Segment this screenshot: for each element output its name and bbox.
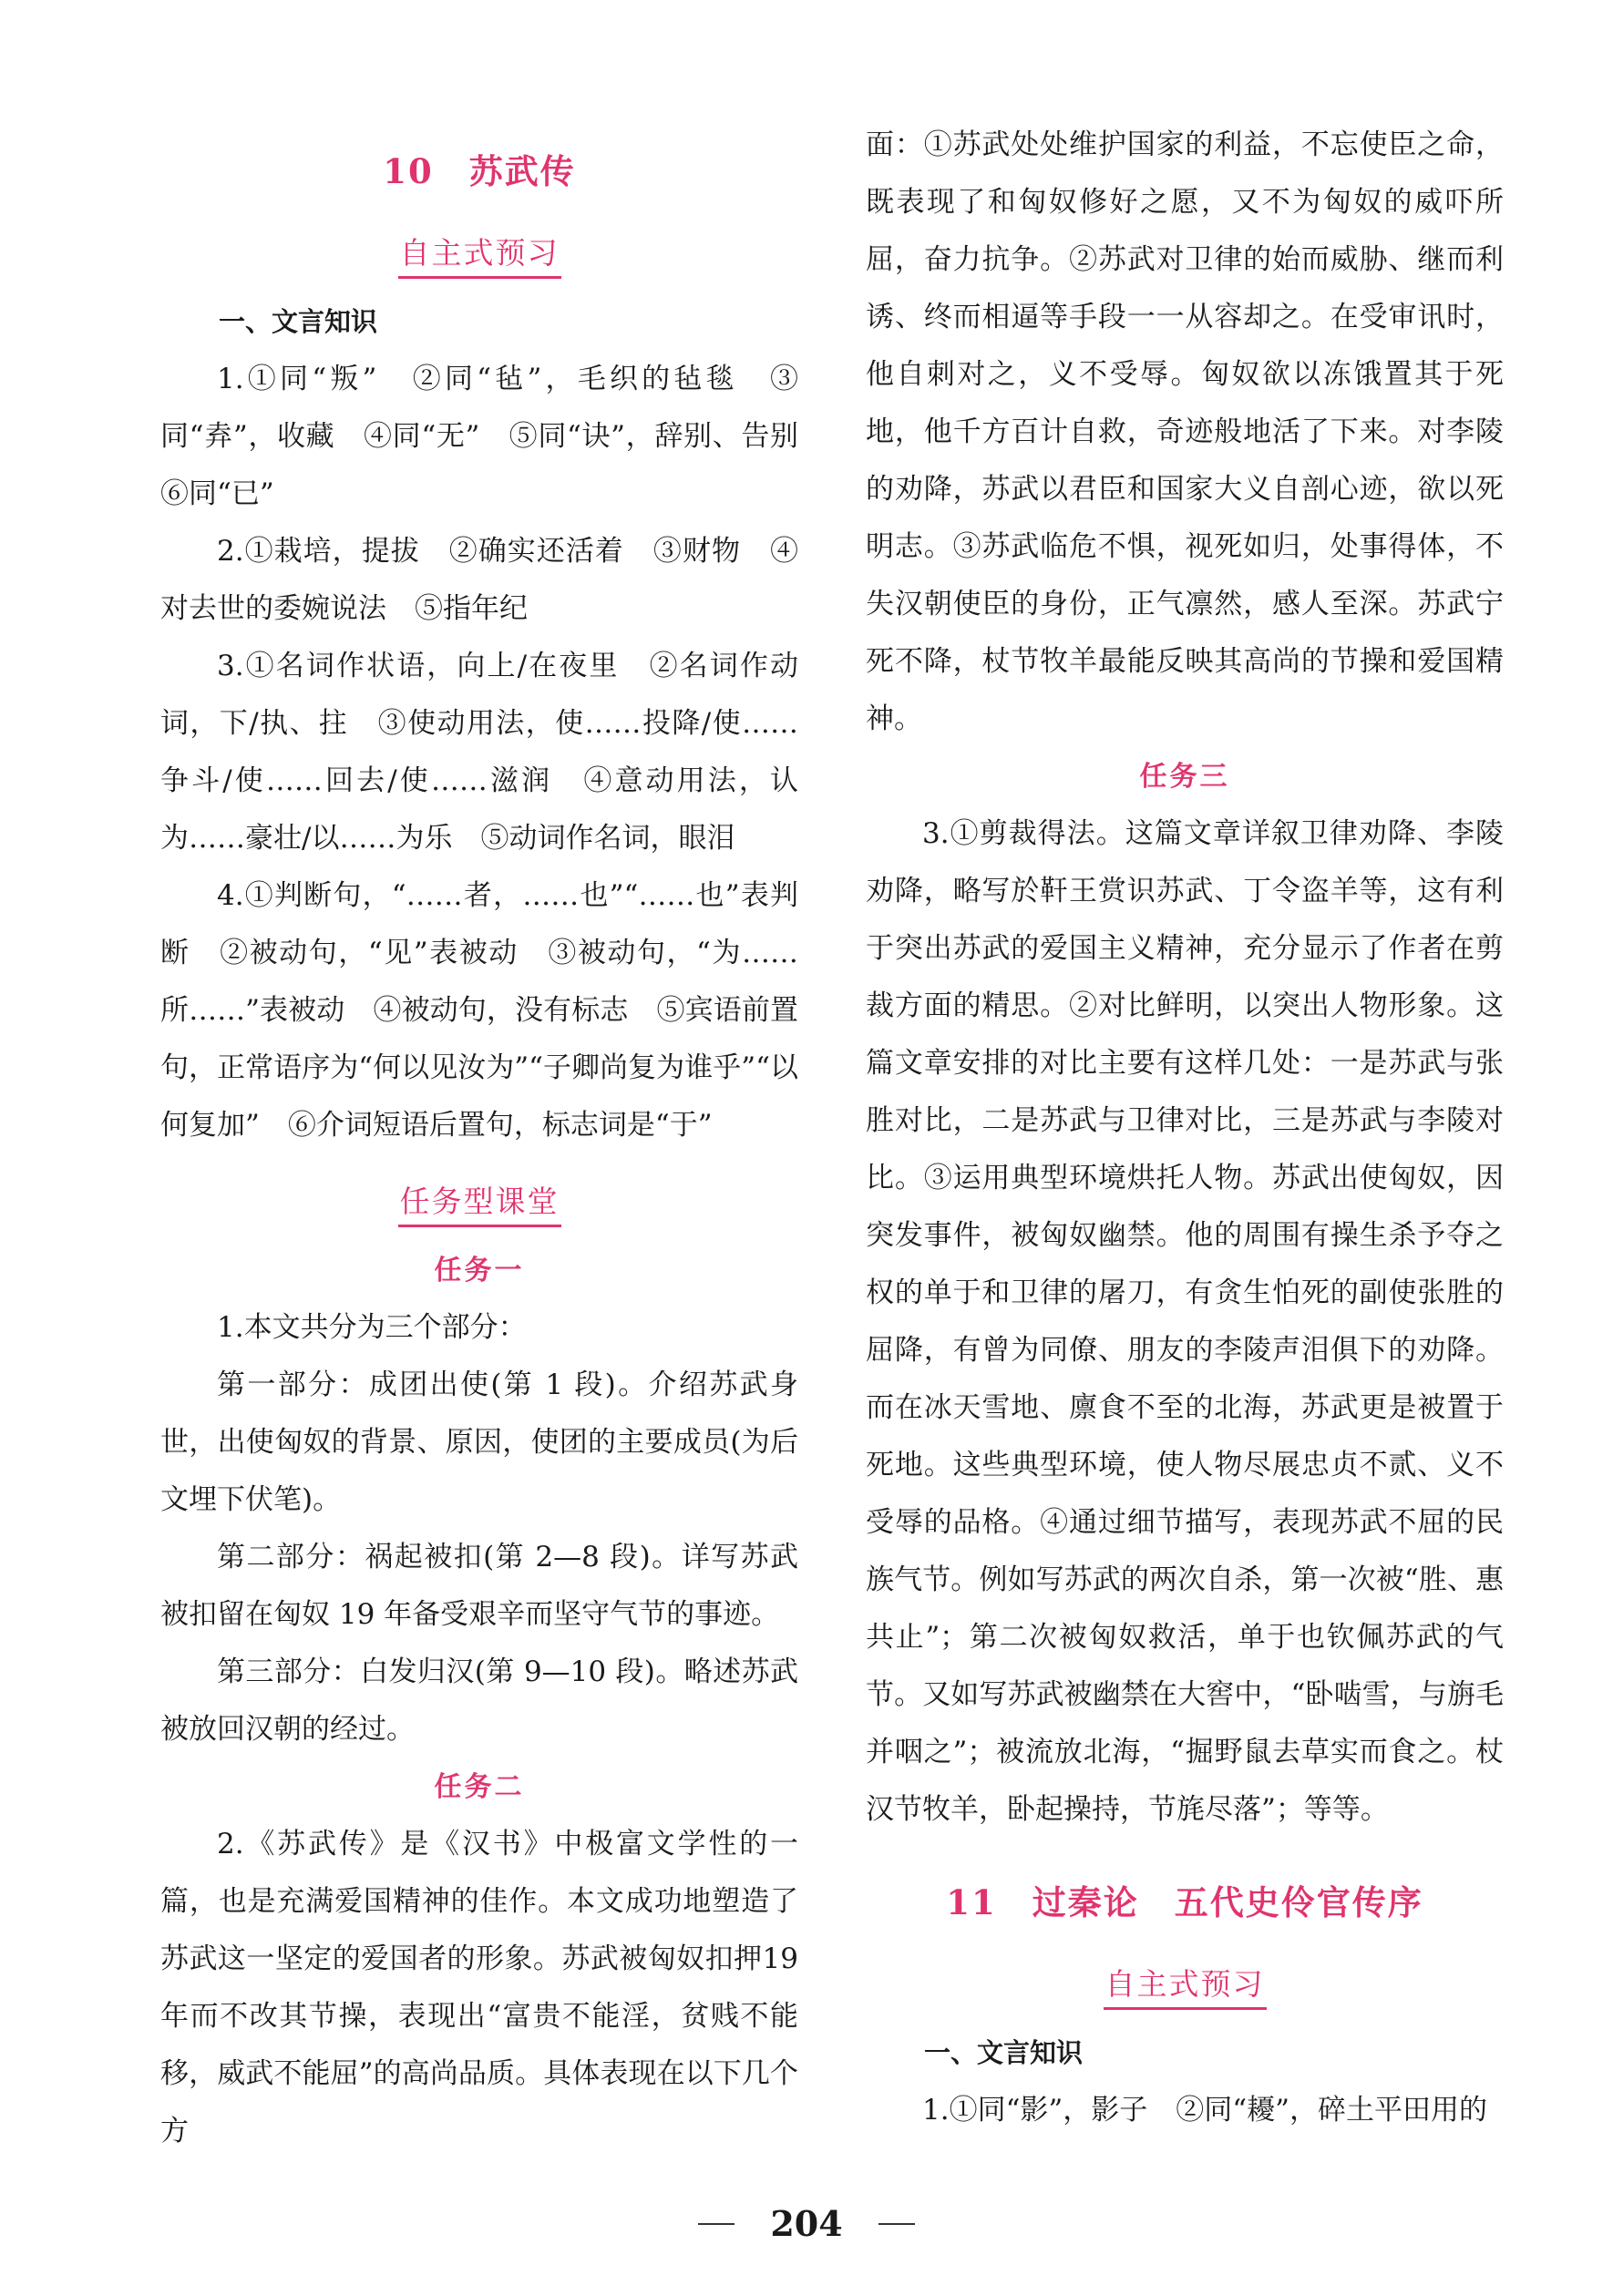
- answer-paragraph: 1.本文共分为三个部分：: [217, 1311, 527, 1344]
- task-heading: 任务三: [1139, 761, 1230, 793]
- answer-paragraph: 4.①判断句，“……者，……也”“……也”表判断 ②被动句，“见”表被动 ③被动句，“为……所……”表被动 ④被动句，没有标志 ⑤宾语前置句，正常语序为“何以见汝为”“子卿尚复为谁乎”“以何复加” ⑥介词短语后置句，标志词是“于”: [160, 879, 798, 1142]
- page-footer: [0, 2203, 1613, 2244]
- answer-paragraph: 2.①栽培，提拔 ②确实还活着 ③财物 ④对去世的委婉说法 ⑤指年纪: [160, 535, 798, 625]
- left-column: [160, 117, 827, 2160]
- task-heading: 任务二: [434, 1771, 525, 1803]
- section-heading: [160, 1178, 798, 1227]
- lesson-title: 11 过秦论 五代史伶官传序: [946, 1882, 1423, 1922]
- section-heading-label: 自主式预习: [1104, 1961, 1267, 2010]
- footer-rule: [878, 2223, 915, 2225]
- task-heading: 任务一: [434, 1255, 525, 1286]
- section-heading: [160, 230, 798, 279]
- subheading: 一、文言知识: [924, 2037, 1084, 2068]
- page-number: 204: [770, 2203, 843, 2244]
- lesson-title: 10 苏武传: [383, 151, 576, 191]
- subheading: 一、文言知识: [219, 306, 378, 337]
- answer-paragraph: 第二部分：祸起被扣(第 2—8 段)。详写苏武被扣留在匈奴 19 年备受艰辛而坚守气节的事迹。: [160, 1541, 798, 1631]
- answer-paragraph: 2.《苏武传》是《汉书》中极富文学性的一篇，也是充满爱国精神的佳作。本文成功地塑造了苏武这一坚定的爱国者的形象。苏武被匈奴扣押19 年而不改其节操，表现出“富贵不能淫，贫贱不能移，威武不能屈”的高尚品质。具体表现在以下几个方: [160, 1828, 798, 2147]
- section-heading-label: 任务型课堂: [398, 1178, 561, 1227]
- answer-paragraph: 3.①名词作状语，向上/在夜里 ②名词作动词，下/执、拄 ③使动用法，使……投降/使……争斗/使……回去/使……滋润 ④意动用法，认为……豪壮/以……为乐 ⑤动词作名词，眼泪: [160, 650, 798, 855]
- footer-rule: [698, 2223, 735, 2225]
- answer-paragraph: 1.①同“影”，影子 ②同“耰”，碎土平田用的: [922, 2094, 1487, 2127]
- section-heading-label: 自主式预习: [398, 230, 561, 279]
- answer-paragraph: 第三部分：白发归汉(第 9—10 段)。略述苏武被放回汉朝的经过。: [160, 1655, 798, 1746]
- answer-paragraph: 1.①同“叛” ②同“毡”，毛织的毡毯 ③同“弆”，收藏 ④同“无” ⑤同“诀”，辞别、告别 ⑥同“已”: [160, 363, 827, 510]
- section-heading: [866, 1961, 1504, 2010]
- answer-paragraph: 3.①剪裁得法。这篇文章详叙卫律劝降、李陵劝降，略写於靬王赏识苏武、丁令盗羊等，这有利于突出苏武的爱国主义精神，充分显示了作者在剪裁方面的精思。②对比鲜明，以突出人物形象。这篇文章安排的对比主要有这样几处：一是苏武与张胜对比，二是苏武与卫律对比，三是苏武与李陵对比。③运用典型环境烘托人物。苏武出使匈奴，因突发事件，被匈奴幽禁。他的周围有操生杀予夺之权的单于和卫律的屠刀，有贪生怕死的副使张胜的屈降，有曾为同僚、朋友的李陵声泪俱下的劝降。而在冰天雪地、廪食不至的北海，苏武更是被置于死地。这些典型环境，使人物尽展忠贞不贰、义不受辱的品格。④通过细节描写，表现苏武不屈的民族气节。例如写苏武的两次自杀，第一次被“胜、惠共止”；第二次被匈奴救活，单于也钦佩苏武的气节。又如写苏武被幽禁在大窖中，“卧啮雪，与旃毛并咽之”；被流放北海，“掘野鼠去草实而食之。杖汉节牧羊，卧起操持，节旄尽落”；等等。: [866, 817, 1504, 1826]
- right-column: [866, 117, 1504, 2139]
- answer-paragraph: 面：①苏武处处维护国家的利益，不忘使臣之命，既表现了和匈奴修好之愿，又不为匈奴的威吓所屈，奋力抗争。②苏武对卫律的始而威胁、继而利诱、终而相逼等手段一一从容却之。在受审讯时，他自刺对之，义不受辱。匈奴欲以冻饿置其于死地，他千方百计自救，奇迹般地活了下来。对李陵的劝降，苏武以君臣和国家大义自剖心迹，欲以死明志。③苏武临危不惧，视死如归，处事得体，不失汉朝使臣的身份，正气凛然，感人至深。苏武宁死不降，杖节牧羊最能反映其高尚的节操和爱国精神。: [866, 128, 1504, 735]
- answer-paragraph: 第一部分：成团出使(第 1 段)。介绍苏武身世，出使匈奴的背景、原因，使团的主要成员(为后文埋下伏笔)。: [160, 1368, 798, 1516]
